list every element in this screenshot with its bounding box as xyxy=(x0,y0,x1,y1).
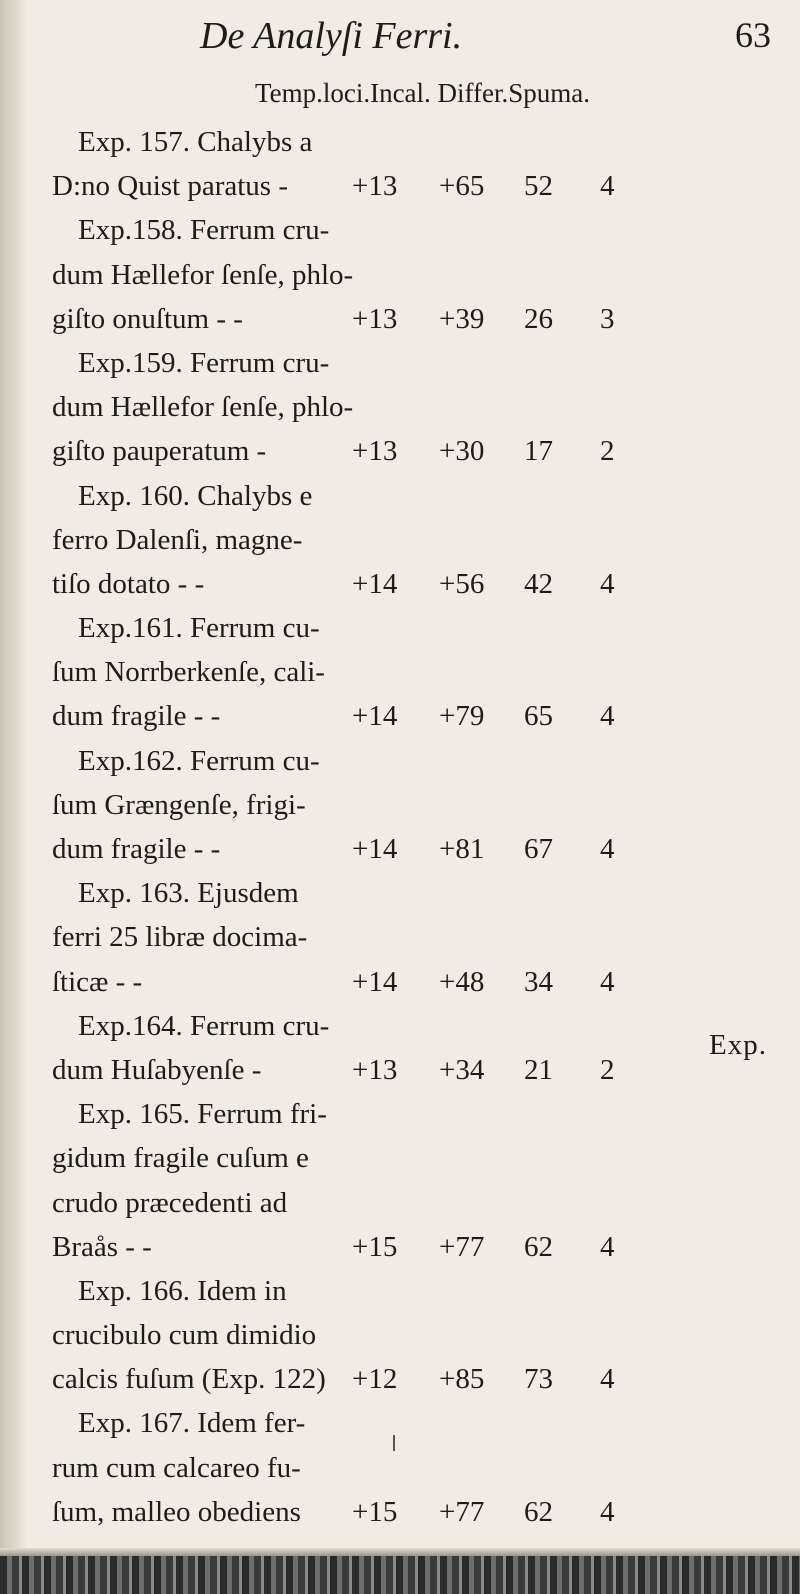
temp-loci-value: +14 xyxy=(352,965,398,998)
entry-text: dum Hællefor ſenſe, phlo- xyxy=(52,258,354,291)
differ-value: 42 xyxy=(524,567,553,600)
entry-text: gidum fragile cuſum e xyxy=(52,1142,309,1175)
differ-value: 62 xyxy=(524,1230,553,1263)
table-column-headers: Temp.loci.Incal. Differ.Spuma. xyxy=(255,78,591,108)
table-row xyxy=(52,783,772,827)
table-row xyxy=(52,1092,772,1136)
table-row xyxy=(52,1269,772,1313)
differ-value: 17 xyxy=(524,435,553,468)
table-row xyxy=(52,562,772,606)
table-row xyxy=(52,164,772,208)
entry-text: dum Huſabyenſe - xyxy=(52,1053,262,1086)
table-row xyxy=(52,1446,772,1490)
incal-value: +81 xyxy=(439,833,485,865)
entry-text: Exp. 163. Ejusdem xyxy=(78,877,299,910)
spuma-value: 4 xyxy=(600,1363,615,1396)
incal-value: +65 xyxy=(439,170,485,203)
entry-text: crucibulo cum dimidio xyxy=(52,1319,317,1352)
entry-text: dum fragile - - xyxy=(52,700,221,733)
differ-value: 34 xyxy=(524,965,553,998)
table-row xyxy=(52,871,772,915)
table-row xyxy=(52,120,772,164)
entry-text: ſum, malleo obediens xyxy=(52,1495,301,1528)
entry-text: rum cum calcareo fu- xyxy=(52,1451,301,1484)
entry-text: ferro Dalenſi, magne- xyxy=(52,523,303,556)
entry-text: Exp. 157. Chalybs a xyxy=(78,126,313,158)
entry-text: Exp.159. Ferrum cru- xyxy=(78,346,330,379)
table-row xyxy=(52,429,772,473)
differ-value: 65 xyxy=(524,700,553,733)
incal-value: +85 xyxy=(439,1363,485,1396)
differ-value: 21 xyxy=(524,1053,553,1086)
spuma-value: 4 xyxy=(600,170,615,203)
table-row xyxy=(52,606,772,650)
entry-text: Exp.164. Ferrum cru- xyxy=(78,1009,330,1042)
experiment-table xyxy=(52,120,772,1534)
entry-text: giſto pauperatum - xyxy=(52,435,267,468)
table-row xyxy=(52,694,772,738)
entry-text: Exp. 167. Idem fer- xyxy=(78,1407,306,1440)
temp-loci-value: +13 xyxy=(352,435,398,468)
table-row xyxy=(52,650,772,694)
spuma-value: 4 xyxy=(600,567,615,600)
table-row xyxy=(52,1357,772,1401)
incal-value: +56 xyxy=(439,567,485,600)
table-row xyxy=(52,827,772,871)
table-row xyxy=(52,1225,772,1269)
table-row xyxy=(52,1181,772,1225)
printer-mark xyxy=(393,1435,395,1451)
temp-loci-value: +15 xyxy=(352,1230,398,1263)
entry-text: Braås - - xyxy=(52,1230,152,1263)
page-header xyxy=(0,8,800,68)
temp-loci-value: +15 xyxy=(352,1495,398,1528)
temp-loci-value: +14 xyxy=(352,700,398,733)
entry-text: Exp.161. Ferrum cu- xyxy=(78,612,320,645)
entry-text: dum fragile - - xyxy=(52,833,221,865)
table-row xyxy=(52,739,772,783)
entry-text: ſticæ - - xyxy=(52,965,143,998)
scan-edge-band xyxy=(0,1556,800,1594)
spuma-value: 2 xyxy=(600,435,615,468)
table-row xyxy=(52,341,772,385)
temp-loci-value: +13 xyxy=(352,170,398,203)
page-number: 63 xyxy=(735,15,771,55)
entry-text: Exp.162. Ferrum cu- xyxy=(78,744,320,777)
page-edge-shadow xyxy=(0,1548,800,1556)
spuma-value: 4 xyxy=(600,833,615,865)
table-row xyxy=(52,253,772,297)
table-row xyxy=(52,474,772,518)
differ-value: 26 xyxy=(524,302,553,335)
temp-loci-value: +14 xyxy=(352,833,398,865)
temp-loci-value: +13 xyxy=(352,302,398,335)
entry-text: tiſo dotato - - xyxy=(52,567,205,600)
entry-text: calcis fuſum (Exp. 122) xyxy=(52,1363,326,1396)
entry-text: Exp. 165. Ferrum fri- xyxy=(78,1098,327,1131)
temp-loci-value: +13 xyxy=(352,1053,398,1086)
table-row xyxy=(52,518,772,562)
table-row xyxy=(52,385,772,429)
temp-loci-value: +14 xyxy=(352,567,398,600)
table-row xyxy=(52,1004,772,1048)
differ-value: 52 xyxy=(524,170,553,203)
entry-text: Exp. 160. Chalybs e xyxy=(78,479,313,512)
table-row xyxy=(52,915,772,959)
spuma-value: 4 xyxy=(600,965,615,998)
table-row xyxy=(52,1313,772,1357)
entry-text: ſum Grængenſe, frigi- xyxy=(52,788,306,821)
binding-gutter xyxy=(0,0,26,1594)
spuma-value: 4 xyxy=(600,700,615,733)
incal-value: +77 xyxy=(439,1230,485,1263)
entry-text: crudo præcedenti ad xyxy=(52,1186,288,1219)
entry-text: ferri 25 libræ docima- xyxy=(52,921,308,954)
incal-value: +77 xyxy=(439,1495,485,1528)
table-row xyxy=(52,1048,772,1092)
table-row xyxy=(52,960,772,1004)
entry-text: ſum Norrberkenſe, cali- xyxy=(52,656,325,689)
entry-text: dum Hællefor ſenſe, phlo- xyxy=(52,391,354,424)
temp-loci-value: +12 xyxy=(352,1363,398,1396)
differ-value: 67 xyxy=(524,833,553,865)
table-row xyxy=(52,1136,772,1180)
incal-value: +30 xyxy=(439,435,485,468)
spuma-value: 2 xyxy=(600,1053,615,1086)
spuma-value: 4 xyxy=(600,1230,615,1263)
differ-value: 73 xyxy=(524,1363,553,1396)
incal-value: +79 xyxy=(439,700,485,733)
spuma-value: 3 xyxy=(600,302,615,335)
catchword: Exp. xyxy=(709,1029,767,1061)
table-row xyxy=(52,297,772,341)
entry-text: giſto onuſtum - - xyxy=(52,302,243,335)
differ-value: 62 xyxy=(524,1495,553,1528)
incal-value: +34 xyxy=(439,1053,485,1086)
spuma-value: 4 xyxy=(600,1495,615,1528)
table-row xyxy=(52,1401,772,1445)
table-row xyxy=(52,1490,772,1534)
entry-text: Exp.158. Ferrum cru- xyxy=(78,214,330,247)
entry-text: Exp. 166. Idem in xyxy=(78,1274,287,1307)
table-row xyxy=(52,208,772,252)
running-title: De Analyſi Ferri. xyxy=(200,15,463,57)
incal-value: +48 xyxy=(439,965,485,998)
entry-text: D:no Quist paratus - xyxy=(52,170,288,203)
incal-value: +39 xyxy=(439,302,485,335)
